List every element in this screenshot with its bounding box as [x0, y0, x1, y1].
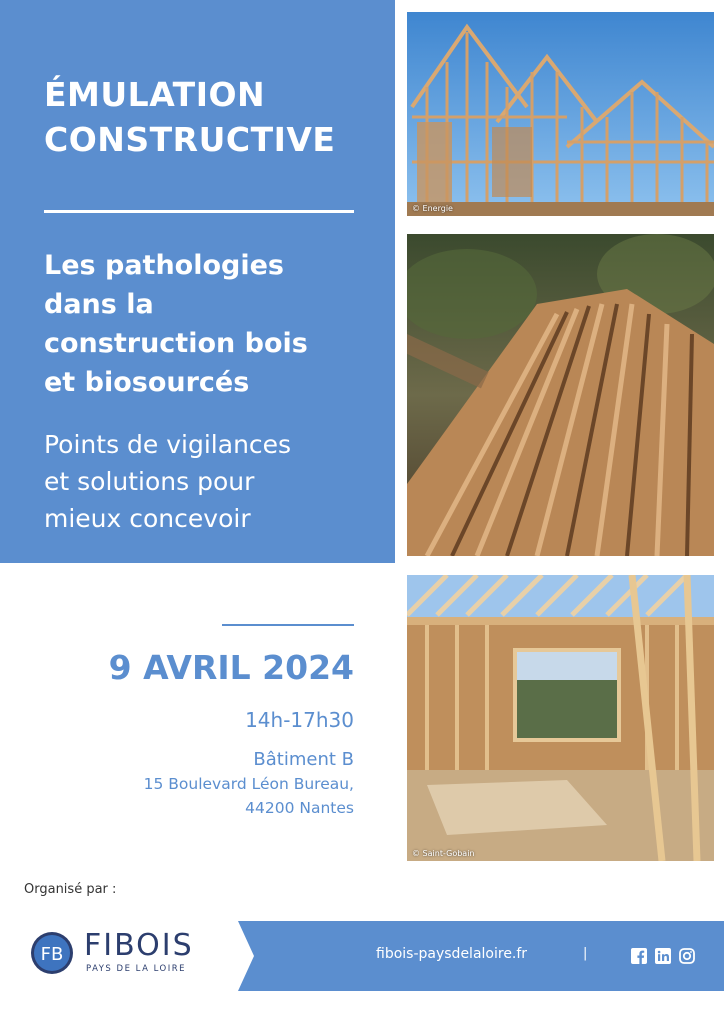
footer-separator: | [583, 946, 588, 961]
instagram-icon[interactable] [679, 948, 695, 964]
subtitle-line3: construction bois [44, 328, 308, 359]
organized-by-label: Organisé par : [24, 882, 117, 897]
event-date: 9 AVRIL 2024 [108, 648, 354, 687]
subtitle-line4: et biosourcés [44, 367, 250, 398]
photo-rotten-wood [407, 234, 714, 556]
event-time: 14h-17h30 [245, 708, 354, 732]
event-address-street: 15 Boulevard Léon Bureau, [143, 775, 354, 793]
tagline-line3: mieux concevoir [44, 504, 251, 533]
subtitle-line2: dans la [44, 289, 154, 320]
logo-name: FIBOIS [84, 928, 194, 963]
facebook-icon[interactable] [631, 948, 647, 964]
linkedin-icon[interactable] [655, 948, 671, 964]
title-divider [44, 210, 354, 213]
event-title [44, 72, 374, 162]
tagline-line2: et solutions pour [44, 467, 255, 496]
event-building: Bâtiment B [253, 749, 354, 770]
photo-timber-frame-house [407, 12, 714, 216]
event-tagline [44, 426, 384, 537]
event-title-line2: CONSTRUCTIVE [44, 120, 336, 159]
date-divider [222, 624, 354, 626]
photo-credit-energie: © Energie [412, 204, 453, 213]
event-subtitle [44, 246, 384, 402]
event-address-city: 44200 Nantes [245, 799, 354, 817]
photo-timber-interior [407, 575, 714, 861]
subtitle-line1: Les pathologies [44, 250, 284, 281]
tagline-line1: Points de vigilances [44, 430, 292, 459]
website-link[interactable]: fibois-paysdelaloire.fr [376, 946, 528, 962]
logo-initials: FB [40, 944, 64, 965]
logo-region: PAYS DE LA LOIRE [86, 964, 186, 974]
fibois-logo-icon [30, 931, 74, 975]
photo-credit-saint-gobain: © Saint-Gobain [412, 849, 475, 858]
event-title-line1: ÉMULATION [44, 75, 266, 114]
